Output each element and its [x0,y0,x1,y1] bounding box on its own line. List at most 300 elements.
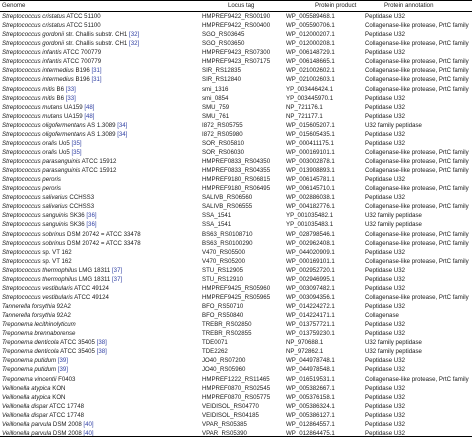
table-body [0,13,472,439]
species-name: Treponema putidum [2,366,57,374]
protein-product-cell: WP_013759230.1 [286,330,335,338]
species-name: Veillonella atypica [2,393,51,401]
protein-annotation-cell: U32 family peptidase [365,121,422,129]
protein-product-cell: WP_000411175.1 [286,139,334,147]
locus-tag-cell: TDE2262 [202,348,228,356]
protein-annotation-cell: U32 family peptidase [365,339,422,347]
protein-annotation-cell: Peptidase U32 [365,248,405,256]
locus-tag-cell: SMU_759 [202,103,230,111]
table-row [0,31,472,40]
table-row [0,203,472,212]
species-name: Streptococcus thermophilus [2,275,78,283]
protein-annotation-cell: U32 family peptidase [365,221,422,229]
protein-product-cell: WP_016519531.1 [286,375,335,383]
protein-product-cell: WP_028798546.1 [286,230,335,238]
table-row [0,285,472,294]
protein-product-cell: WP_000169101.1 [286,257,335,265]
locus-tag-cell: SSA_1541 [202,221,232,229]
strain-name: B196 [73,67,92,75]
reference-link[interactable]: [48] [84,112,95,120]
genome-cell [2,96,76,102]
locus-tag-cell: smi_1316 [202,85,229,93]
genome-cell [2,241,141,247]
protein-product-cell: WP_003094356.1 [286,293,335,301]
table-row [0,276,472,285]
species-name: Streptococcus oligofermentans [2,121,86,129]
protein-annotation-cell: Collagenase-like protease, PrtC family [365,239,469,247]
genome-cell [2,123,127,129]
species-name: Veillonella dispar [2,411,48,419]
reference-link[interactable]: [39] [57,366,68,374]
protein-product-cell: WP_006148729.1 [286,49,335,57]
reference-link[interactable]: [33] [65,85,76,93]
protein-annotation-cell: Peptidase U32 [365,321,405,329]
locus-tag-cell: SGO_RS03645 [202,31,245,39]
strain-name: ATCC 17748 [47,402,84,410]
locus-tag-cell: JO40_RS07200 [202,357,246,365]
protein-annotation-cell: Peptidase U32 [365,139,405,147]
table-row [0,185,472,194]
table-row [0,249,472,258]
species-name: Streptococcus vestibularis [2,284,73,292]
strain-name: ATCC 15912 [80,158,117,165]
table-row [0,403,472,412]
table-row [0,140,472,149]
protein-annotation-cell: Peptidase U32 [365,112,405,120]
protein-annotation-cell: Collagenase-like protease, PrtC family [365,76,469,84]
locus-tag-cell: HMPREF9423_RS07175 [202,58,271,66]
locus-tag-cell: STU_RS12910 [202,275,243,283]
species-name: Streptococcus intermedius [2,67,74,75]
protein-annotation-cell: Peptidase U32 [365,194,405,202]
species-name: Streptococcus mitis [2,94,55,102]
locus-tag-cell: HMPREF9425_RS05960 [202,284,271,292]
table-header [0,0,472,11]
locus-tag-cell: HMPREF9422_RS00190 [202,13,271,20]
protein-product-cell: WP_005386127.1 [286,411,335,419]
species-name: Veillonella parvula [2,420,52,428]
protein-product-cell: WP_005589468.1 [286,13,335,20]
reference-link[interactable]: [39] [57,357,68,365]
table-row [0,95,472,104]
genome-cell [2,377,75,383]
locus-tag-cell: SGO_RS03650 [202,40,245,48]
locus-tag-cell: SMU_761 [202,112,230,120]
protein-product-cell: YP_003446424.1 [286,85,334,93]
species-name: Streptococcus peroris [2,176,61,184]
protein-product-cell: WP_015605207.1 [286,121,335,129]
table-row [0,40,472,49]
protein-annotation-cell: Collagenase-like protease, PrtC family [365,85,469,93]
table-row [0,212,472,221]
genome-cell [2,114,95,120]
protein-annotation-cell: Peptidase U32 [365,13,405,20]
genome-cell [2,277,122,283]
species-name: Veillonella atypica [2,384,51,392]
protein-product-cell: WP_013908893.1 [286,167,335,175]
protein-annotation-cell: Peptidase U32 [365,357,405,365]
reference-link[interactable]: [35] [71,148,82,156]
protein-product-cell: WP_044020909.1 [286,248,335,256]
genome-cell [2,232,141,238]
species-name: Streptococcus infantis [2,49,62,57]
locus-tag-cell: VPAR_RS05385 [202,420,247,428]
table-row [0,113,472,122]
protein-product-cell: NP_972862.1 [286,348,324,356]
species-name: Streptococcus sobrinus [2,239,66,247]
genome-cell [2,349,107,355]
table-row [0,267,472,276]
species-name: Treponema putidum [2,357,57,365]
genome-cell [2,213,97,219]
protein-annotation-cell: Collagenase-like protease, PrtC family [365,293,469,301]
protein-annotation-cell: Collagenase-like protease, PrtC family [365,257,469,265]
protein-product-cell: WP_012864557.1 [286,420,335,428]
protein-annotation-cell: Peptidase U32 [365,330,405,338]
protein-product-cell: WP_013757721.1 [286,321,335,329]
genome-cell [2,50,101,56]
table-row [0,394,472,403]
reference-link[interactable]: [32] [129,31,140,39]
table-row [0,357,472,366]
genome-cell [2,413,84,419]
genome-cell [2,250,72,256]
strain-name: Uo5 [56,148,72,156]
species-name: Treponema brennaborense [2,330,76,338]
reference-link[interactable]: [40] [83,429,94,437]
locus-tag-cell: HMPREF9423_RS07300 [202,49,271,57]
protein-product-cell: WP_014224272.1 [286,303,335,310]
strain-name: DSM 2008 [51,420,84,428]
reference-link[interactable]: [38] [96,348,107,356]
table-row [0,76,472,85]
table-row [0,67,472,76]
reference-link[interactable]: [35] [71,139,82,147]
genome-cell [2,150,82,156]
strain-name: str. Challis substr. CH1 [64,31,130,39]
protein-annotation-cell: Peptidase U32 [365,176,405,184]
table-row [0,412,472,421]
locus-tag-cell: BS63_RS0100290 [202,239,253,247]
header-genome: Genome [2,2,26,9]
genome-cell [2,59,101,65]
reference-link[interactable]: [37] [111,266,123,274]
table-row [0,104,472,113]
species-name: Veillonella dispar [2,402,48,410]
protein-annotation-cell: Peptidase U32 [365,393,405,401]
strain-name: DSM 20742 = ATCC 33478 [65,239,141,247]
genome-cell [2,268,122,274]
table-row [0,430,472,439]
locus-tag-cell: BFO_RS50710 [202,303,244,310]
species-name: Streptococcus parasanguinis [2,167,81,175]
protein-product-cell: WP_002952720.1 [286,266,335,274]
protein-annotation-cell: Peptidase U32 [365,49,405,57]
genome-cell [2,14,101,20]
protein-product-cell: WP_014224171.1 [286,312,335,320]
strain-name: SK36 [68,212,87,220]
species-name: Streptococcus infantis [2,58,62,66]
species-name: Streptococcus peroris [2,185,61,193]
strain-name: ATCC 51100 [65,22,101,30]
locus-tag-cell: I872_RS05755 [202,121,243,129]
protein-product-cell: WP_021002603.1 [286,76,335,84]
locus-tag-cell: SOR_RS05810 [202,139,245,147]
header-protein-annotation: Protein annotation [384,2,434,9]
species-name: Streptococcus cristatus [2,22,65,30]
locus-tag-cell: BS63_RS0108710 [202,230,253,238]
table-row [0,240,472,249]
table-row [0,303,472,312]
locus-tag-cell: smi_0854 [202,94,229,102]
locus-tag-cell: BFO_RS50840 [202,312,244,320]
genome-cell [2,331,75,337]
species-name: Streptococcus sanguinis [2,221,69,229]
genome-cell [2,322,76,328]
locus-tag-cell: SSA_1541 [202,212,232,220]
reference-link[interactable]: [37] [111,275,123,283]
species-name: Streptococcus sanguinis [2,212,69,220]
genome-cell [2,204,94,210]
genome-cell [2,77,102,83]
strain-name: F0403 [56,375,76,383]
species-name: Streptococcus intermedius [2,76,74,84]
genome-cell [2,41,139,47]
table-row [0,312,472,321]
locus-tag-cell: TREBR_RS02850 [202,321,252,329]
locus-tag-cell: SIR_RS12835 [202,67,241,75]
strain-name: Uo5 [56,139,72,147]
protein-product-cell: WP_003097482.1 [286,284,335,292]
protein-annotation-cell: Peptidase U32 [365,103,405,111]
protein-product-cell: YP_003445970.1 [286,94,334,102]
species-name: Treponema lecithinolyticum [2,321,76,329]
genome-cell [2,195,94,201]
reference-link[interactable]: [36] [86,221,97,229]
reference-link[interactable]: [38] [96,339,107,347]
protein-annotation-cell: Peptidase U32 [365,384,405,392]
species-name: Streptococcus sobrinus [2,230,66,238]
species-name: Veillonella parvula [2,429,52,437]
strain-name: ATCC 700779 [61,49,102,57]
protein-product-cell: WP_021002602.1 [286,67,335,75]
table-row [0,339,472,348]
strain-name: SK36 [68,221,87,229]
protein-annotation-cell: Peptidase U32 [365,266,405,274]
genome-cell [2,159,116,165]
protein-product-cell: WP_012000208.1 [286,40,335,48]
protein-annotation-cell: Collagenase-like protease, PrtC family [365,167,469,175]
protein-product-cell: WP_005382667.1 [286,384,335,392]
table-row [0,231,472,240]
strain-name: 92A2 [54,303,71,310]
table-bottom-rule [0,436,472,437]
protein-product-cell: WP_002946995.1 [286,275,335,283]
protein-product-cell: WP_006148665.1 [286,58,335,66]
protein-annotation-cell: Collagenase-like protease, PrtC family [365,67,469,75]
strain-name: ATCC 35405 [58,348,97,356]
reference-link[interactable]: [34] [117,130,128,138]
locus-tag-cell: SIR_RS12840 [202,76,241,84]
table-row [0,330,472,339]
header-locus-tag: Locus tag [228,2,255,9]
strain-name: DSM 20742 = ATCC 33478 [65,230,141,238]
locus-tag-cell: HMPREF9180_RS06815 [202,176,271,184]
genome-cell [2,367,68,373]
species-name: Treponema denticola [2,339,59,347]
protein-annotation-cell: Collagenase-like protease, PrtC family [365,58,469,66]
locus-tag-cell: V470_RS05500 [202,248,246,256]
protein-annotation-cell: Peptidase U32 [365,130,405,138]
strain-name: AS 1.3089 [85,130,118,138]
strain-name: CCHSS3 [67,194,95,202]
reference-link[interactable]: [31] [91,76,102,84]
protein-annotation-cell: Collagenase-like protease, PrtC family [365,22,469,30]
table-row [0,294,472,303]
reference-link[interactable]: [31] [91,67,102,75]
genome-cell [2,32,139,38]
protein-product-cell: WP_015605435.1 [286,130,335,138]
reference-link[interactable]: [40] [83,420,94,428]
strain-name: str. Challis substr. CH1 [64,40,130,48]
species-name: Streptococcus [2,248,41,256]
locus-tag-cell: STU_RS12905 [202,266,243,274]
strain-name: LMG 18311 [77,266,112,274]
table-row [0,221,472,230]
strain-name: ATCC 51100 [65,13,101,20]
genome-cell [2,186,61,192]
reference-link[interactable]: [36] [86,212,97,220]
strain-name: CCHSS3 [67,203,95,211]
protein-product-cell: YP_001035482.1 [286,212,334,220]
strain-name: UA159 [62,103,85,111]
protein-product-cell: WP_006145781.1 [286,176,335,184]
strain-name: KON [50,384,66,392]
strain-name: ATCC 49124 [72,284,109,292]
protein-annotation-cell: Peptidase U32 [365,303,405,310]
locus-tag-cell: HMPREF0870_RS05775 [202,393,271,401]
protein-product-cell: NP_970688.1 [286,339,324,347]
genome-cell [2,386,65,392]
strain-name: AS 1.3089 [85,121,118,129]
locus-tag-cell: HMPREF0833_RS04350 [202,158,271,165]
protein-product-cell: WP_002886038.1 [286,194,335,202]
strain-name: ATCC 15912 [80,167,117,175]
genome-cell [2,222,97,228]
strain-name: DSM 2008 [51,429,84,437]
genome-cell [2,286,109,292]
genome-cell [2,177,61,183]
protein-product-cell: WP_000169101.1 [286,148,335,156]
locus-tag-cell: TREBR_RS02855 [202,330,252,338]
species-name: Streptococcus thermophilus [2,266,78,274]
strain-name: ATCC 17748 [47,411,84,419]
protein-annotation-cell: U32 family peptidase [365,212,422,220]
species-name: Streptococcus parasanguinis [2,158,81,165]
table-row [0,122,472,131]
protein-product-cell: NP_721176.1 [286,103,323,111]
table-row [0,321,472,330]
genome-cell [2,340,107,346]
genome-cell [2,304,71,310]
protein-annotation-cell: Peptidase U32 [365,411,405,419]
protein-product-cell: NP_721177.1 [286,112,323,120]
strain-name: B196 [73,76,92,84]
table-row [0,421,472,430]
header-rule [0,11,472,12]
species-name: Streptococcus mutans [2,112,63,120]
reference-link[interactable]: [34] [117,121,128,129]
locus-tag-cell: JO40_RS05960 [202,366,246,374]
locus-tag-cell: SOR_RS06030 [202,148,245,156]
protein-annotation-cell: Collagenase-like protease, PrtC family [365,185,469,193]
protein-annotation-cell: Collagenase [365,312,399,320]
locus-tag-cell: TDE0071 [202,339,228,347]
species-name: Streptococcus oligofermentans [2,130,86,138]
protein-annotation-cell: Collagenase-like protease, PrtC family [365,148,469,156]
protein-product-cell: WP_005376158.1 [286,393,335,401]
genome-cell [2,358,68,364]
reference-link[interactable]: [32] [129,40,140,48]
protein-annotation-cell: Collagenase-like protease, PrtC family [365,230,469,238]
table-row [0,158,472,167]
table-row [0,366,472,375]
locus-tag-cell: HMPREF9422_RS00400 [202,22,271,30]
reference-link[interactable]: [33] [65,94,76,102]
protein-annotation-cell: Collagenase-like protease, PrtC family [365,158,469,165]
header-protein-product: Protein product [315,2,357,9]
locus-tag-cell: HMPREF9180_RS06495 [202,185,271,193]
species-name: Treponema denticola [2,348,59,356]
locus-tag-cell: HMPREF1222_RS11465 [202,375,270,383]
table-row [0,176,472,185]
genome-cell [2,132,127,138]
strain-name: ATCC 700779 [61,58,102,66]
strain-name: 92A2 [54,312,71,320]
table-row [0,376,472,385]
protein-product-cell: WP_002962408.1 [286,239,335,247]
protein-product-cell: WP_044978548.1 [286,366,335,374]
protein-product-cell: WP_006145710.1 [286,185,335,193]
species-name: Tannerella forsythia [2,312,55,320]
locus-tag-cell: VEIDISOL_RS04770 [202,402,259,410]
strain-name: B6 [54,85,66,93]
species-name: Streptococcus vestibularis [2,293,73,301]
genome-cell [2,168,116,174]
protein-annotation-cell: U32 family peptidase [365,348,422,356]
protein-product-cell: WP_004182776.1 [286,203,335,211]
species-name: Streptococcus [2,257,41,265]
reference-link[interactable]: [48] [84,103,95,111]
species-name: Treponema vincentii [2,375,57,383]
protein-annotation-cell: Peptidase U32 [365,94,405,102]
locus-tag-cell: VPAR_RS05390 [202,429,247,437]
protein-product-cell: WP_012000207.1 [286,31,335,39]
strain-name: B6 [54,94,66,102]
table-row [0,385,472,394]
protein-product-cell: WP_044978748.1 [286,357,335,365]
protein-annotation-cell: Collagenase-like protease, PrtC family [365,375,469,383]
strain-name: LMG 18311 [77,275,112,283]
strain-name: sp. VT 162 [40,248,72,256]
protein-annotation-cell: Peptidase U32 [365,284,405,292]
genome-cell [2,313,71,319]
table-row [0,86,472,95]
table-row [0,149,472,158]
protein-product-cell: WP_012864475.1 [286,429,335,437]
table-row [0,348,472,357]
species-name: Streptococcus cristatus [2,13,65,20]
